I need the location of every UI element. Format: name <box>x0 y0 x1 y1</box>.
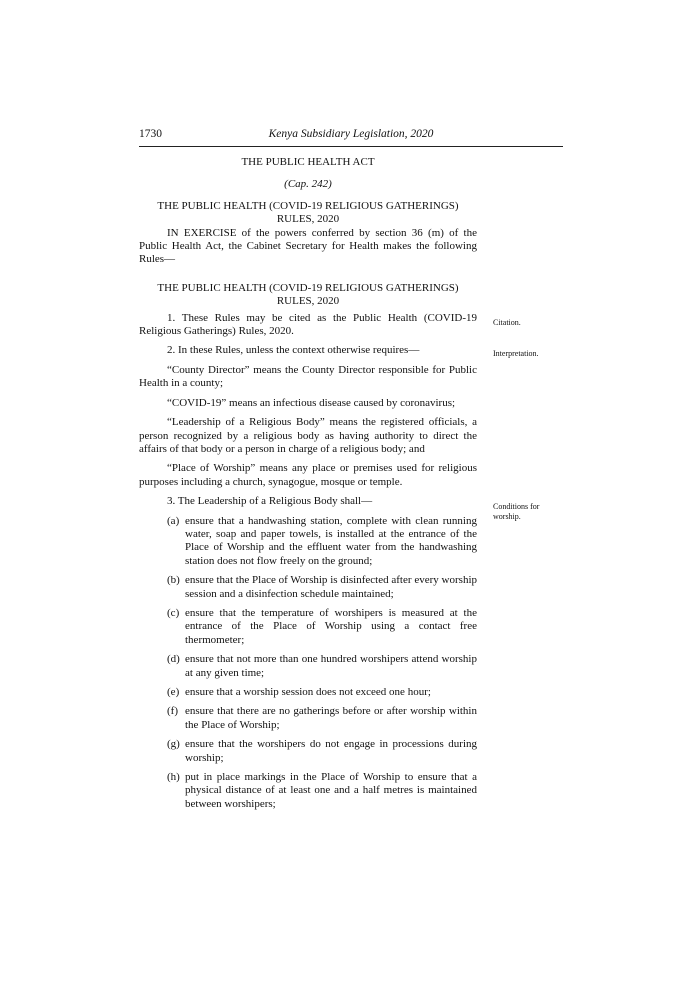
rules-heading-line-2: RULES, 2020 <box>276 295 340 308</box>
margin-note-citation: Citation. <box>493 318 521 327</box>
list-item <box>139 574 477 601</box>
item-label: ( b ) <box>167 574 180 587</box>
item-text: ensure that a handwashing station, complete with clean running water, soap and paper towels, is installed at the entrance of the Place of Worship and the effluent water from the handwashing station does not flow freely on the ground; <box>185 514 477 567</box>
rules-heading-line-1: THE PUBLIC HEALTH (COVID-19 RELIGIOUS GATHERINGS) <box>157 281 459 294</box>
margin-note-interpretation: Interpretation. <box>493 349 539 358</box>
item-text: put in place markings in the Place of Worship to ensure that a physical distance of at least one and a half metres is maintained between worshipers; <box>185 771 477 810</box>
list-item <box>139 515 477 569</box>
item-label: ( g ) <box>167 738 180 751</box>
list-item <box>139 653 477 680</box>
rules-title-line-1: THE PUBLIC HEALTH (COVID-19 RELIGIOUS GATHERINGS) <box>157 199 459 212</box>
section-1-citation: 1. These Rules may be cited as the Public Health (COVID-19 Religious Gatherings) Rules, 2020. <box>139 311 477 338</box>
cap-number: (Cap. 242) <box>284 178 332 191</box>
preamble: IN EXERCISE of the powers conferred by section 36 (m) of the Public Health Act, the Cabinet Secretary for Health makes the following Rules— <box>139 226 477 266</box>
list-item <box>139 738 477 765</box>
item-label: ( a ) <box>167 515 179 528</box>
list-item <box>139 607 477 647</box>
item-text: ensure that the worshipers do not engage in processions during worship; <box>185 738 477 764</box>
item-label: ( e ) <box>167 686 179 699</box>
item-text: ensure that there are no gatherings before or after worship within the Place of Worship; <box>185 705 477 731</box>
list-item <box>139 705 477 732</box>
page-number: 1730 <box>139 128 162 140</box>
running-header <box>139 128 563 144</box>
rules-title-line-2: RULES, 2020 <box>276 213 340 226</box>
item-label: ( h ) <box>167 771 180 784</box>
definition-leadership: “Leadership of a Religious Body” means the registered officials, a person recognized by a religious body as having authority to direct the affairs of that body or a person in charge of a religious body; and <box>139 416 477 455</box>
definition-place-of-worship: “Place of Worship” means any place or premises used for religious purposes including a church, synagogue, mosque or temple. <box>139 462 477 488</box>
item-label: ( f ) <box>167 705 178 718</box>
section-2-interpretation: 2. In these Rules, unless the context otherwise requires— <box>167 344 420 357</box>
act-title: THE PUBLIC HEALTH ACT <box>241 156 375 168</box>
item-text: ensure that a worship session does not exceed one hour; <box>185 686 431 698</box>
item-label: ( d ) <box>167 653 180 666</box>
item-label: ( c ) <box>167 607 179 620</box>
item-text: ensure that the Place of Worship is disinfected after every worship session and a disinfection schedule maintained; <box>185 574 477 600</box>
definition-covid-19: “COVID-19” means an infectious disease caused by coronavirus; <box>167 396 456 409</box>
definition-county-director: “County Director” means the County Director responsible for Public Health in a county; <box>139 363 477 390</box>
list-item <box>139 771 477 811</box>
list-item <box>139 686 477 699</box>
running-title: Kenya Subsidiary Legislation, 2020 <box>268 128 434 140</box>
header-rule <box>139 146 563 147</box>
document-body <box>139 156 477 811</box>
item-text: ensure that not more than one hundred worshipers attend worship at any given time; <box>185 653 477 679</box>
item-text: ensure that the temperature of worshipers is measured at the entrance of the Place of Worship using a contact free thermometer; <box>185 606 477 646</box>
margin-note-conditions: Conditions for worship. <box>493 502 540 521</box>
section-3-conditions: 3. The Leadership of a Religious Body shall— <box>167 495 373 508</box>
